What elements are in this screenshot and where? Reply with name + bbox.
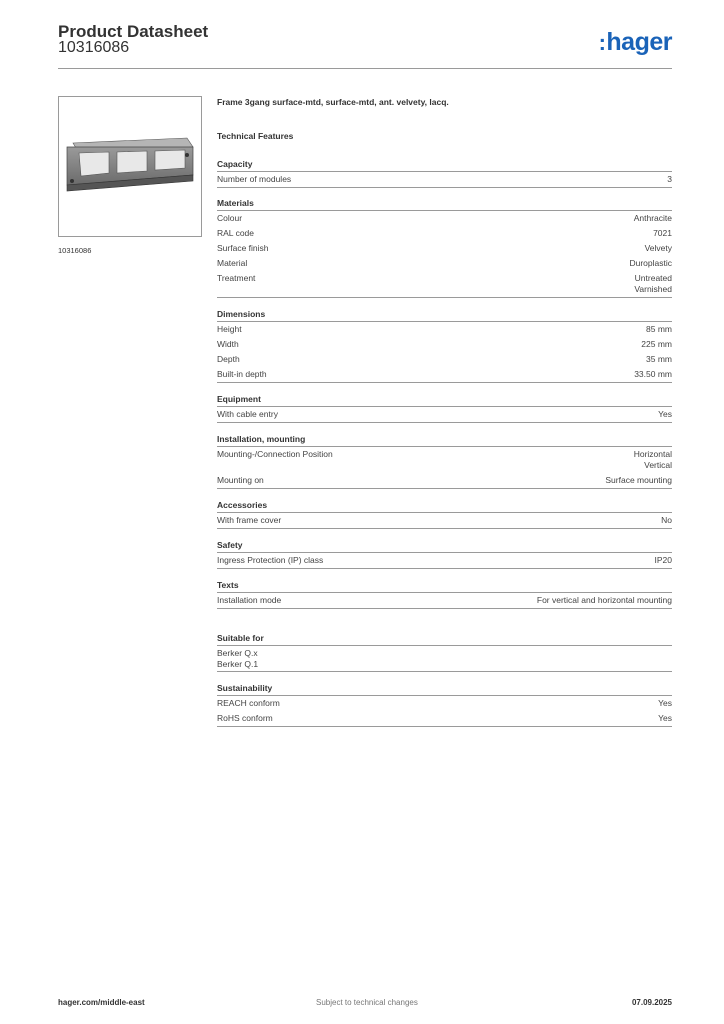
spec-value: 7021 [653,228,672,238]
spec-row [217,337,672,352]
spec-value: For vertical and horizontal mounting [536,595,672,605]
spec-value: Yes [658,409,672,419]
spec-label: Height [217,324,242,334]
product-description: Frame 3gang surface-mtd, surface-mtd, ant. velvety, lacq. [217,97,449,107]
spec-row [217,447,672,473]
section-title: Materials [217,198,672,211]
footer-notice: Subject to technical changes [316,998,418,1007]
spec-row [217,226,672,241]
section-materials [217,198,672,298]
section-installation [217,434,672,489]
spec-value: 3 [667,174,672,184]
spec-row [217,322,672,337]
section-title: Sustainability [217,683,672,696]
spec-value: IP20 [654,555,672,565]
hager-logo [599,28,672,57]
section-title: Safety [217,540,672,553]
spec-label: Number of modules [217,174,292,184]
spec-row [217,352,672,367]
spec-row [217,593,672,609]
spec-value: 225 mm [641,339,672,349]
spec-label: Installation mode [217,595,282,605]
frame-3gang-image [59,97,201,236]
spec-value: Duroplastic [629,258,672,268]
spec-label: Surface finish [217,243,269,253]
section-accessories [217,500,672,529]
spec-row [217,553,672,569]
footer-date: 07.09.2025 [631,998,672,1007]
image-caption: 10316086 [58,246,92,255]
section-title: Capacity [217,159,672,172]
logo-dots-icon: : [598,30,606,55]
section-dimensions [217,309,672,383]
spec-label: RAL code [217,228,255,238]
spec-label: Built-in depth [217,369,267,379]
section-title: Equipment [217,394,672,407]
spec-label: Treatment [217,273,256,283]
section-safety [217,540,672,569]
spec-value-line: Horizontal [633,449,672,459]
technical-features-heading: Technical Features [217,131,294,141]
product-image-frame [58,96,202,237]
spec-label: With cable entry [217,409,278,419]
spec-value: Velvety [644,243,672,253]
spec-label: REACH conform [217,698,280,708]
spec-label: Width [217,339,239,349]
section-title: Accessories [217,500,672,513]
spec-label: Mounting-/Connection Position [217,449,333,459]
header-divider [58,68,672,69]
section-suitable-for [217,633,672,672]
spec-content [217,92,672,727]
spec-row [217,711,672,727]
spec-row [217,211,672,226]
spec-value [634,449,672,471]
spec-value-line: Untreated [634,273,672,283]
section-title: Suitable for [217,633,672,646]
list-item: Berker Q.1 [217,658,259,669]
spec-label: Mounting on [217,475,264,485]
spec-row [217,407,672,423]
spec-value: Yes [658,698,672,708]
section-title: Texts [217,580,672,593]
section-texts [217,580,672,609]
spec-label: Depth [217,354,240,364]
spec-value [634,273,672,295]
logo-text: hager [606,28,672,56]
spec-row [217,172,672,188]
footer-website[interactable]: hager.com/middle-east [58,998,145,1007]
spec-value: Surface mounting [605,475,672,485]
spec-row [217,256,672,271]
spec-value: Anthracite [633,213,672,223]
spec-value-line: Varnished [634,284,672,294]
spec-value: 85 mm [646,324,672,334]
spec-value-line: Vertical [644,460,672,470]
section-title: Installation, mounting [217,434,672,447]
spec-label: Ingress Protection (IP) class [217,555,324,565]
spec-row [217,241,672,256]
spec-value: Yes [658,713,672,723]
product-code: 10316086 [58,39,130,56]
spec-label: Colour [217,213,243,223]
spec-row [217,367,672,383]
spec-row [217,271,672,298]
section-sustainability [217,683,672,727]
page-title: Product Datasheet [58,22,209,41]
spec-value: No [661,515,672,525]
spec-label: With frame cover [217,515,282,525]
spec-value: 33.50 mm [634,369,672,379]
spec-row [217,473,672,489]
suitable-list [217,646,672,672]
spec-row [217,696,672,711]
list-item: Berker Q.x [217,648,258,658]
spec-value: 35 mm [646,354,672,364]
section-equipment [217,394,672,423]
spec-label: Material [217,258,248,268]
section-title: Dimensions [217,309,672,322]
spec-label: RoHS conform [217,713,273,723]
spec-row [217,513,672,529]
section-capacity [217,159,672,188]
